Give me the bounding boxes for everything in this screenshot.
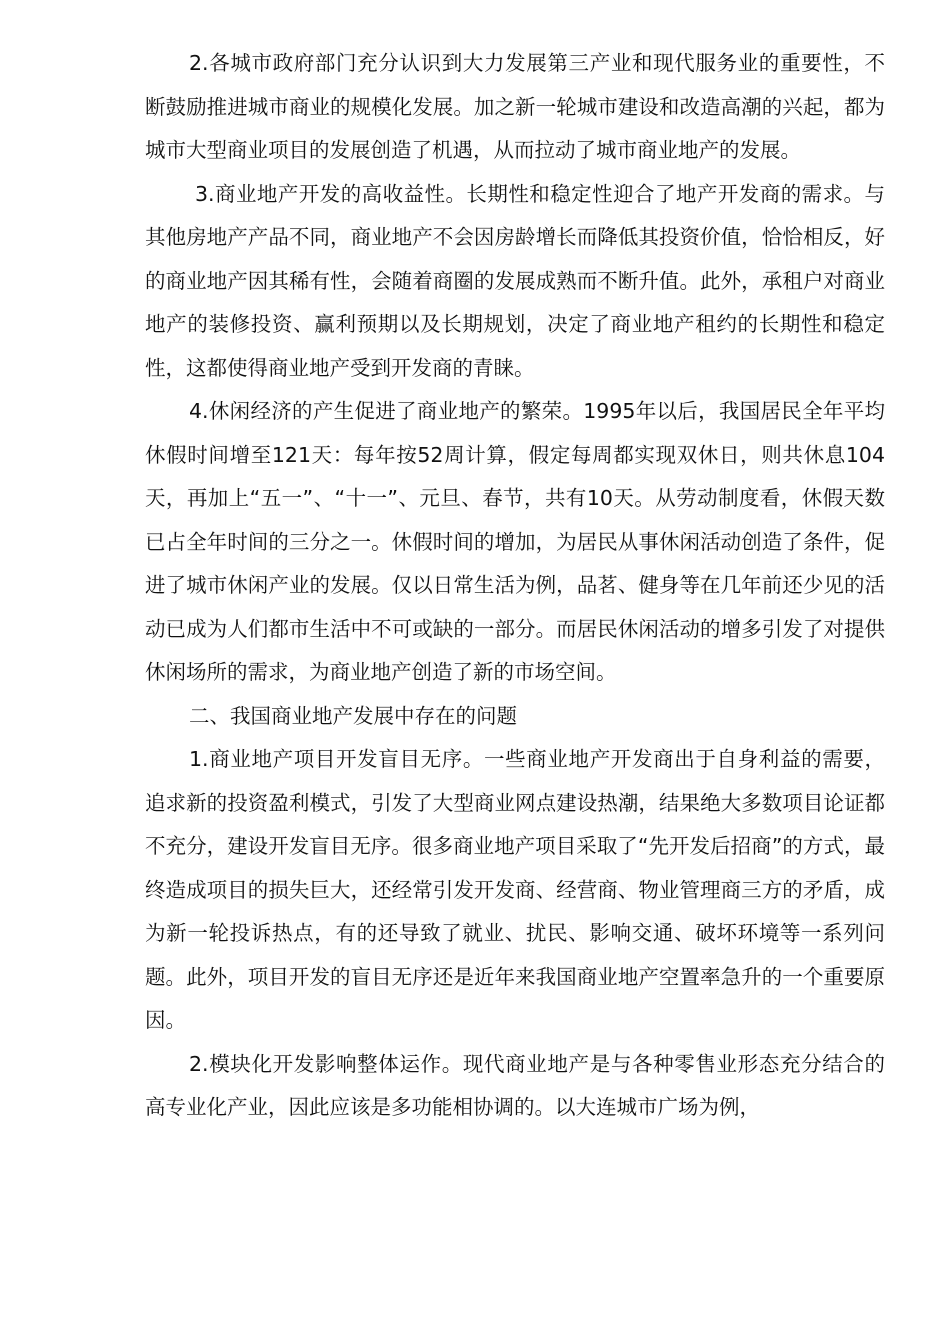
document-body [145, 42, 885, 1130]
paragraph-leisure-economy: 4.休闲经济的产生促进了商业地产的繁荣。1995年以后，我国居民全年平均休假时间增至121天：每年按52周计算，假定每周都实现双休日，则共休息104天，再加上“五一”、“十一”、元旦、春节，共有10天。从劳动制度看，休假天数已占全年时间的三分之一。休假时间的增加，为居民从事休闲活动创造了条件，促进了城市休闲产业的发展。仅以日常生活为例，品茗、健身等在几年前还少见的活动已成为人们都市生活中不可或缺的一部分。而居民休闲活动的增多引发了对提供休闲场所的需求，为商业地产创造了新的市场空间。 [145, 399, 885, 684]
paragraph-blind-development: 1.商业地产项目开发盲目无序。一些商业地产开发商出于自身利益的需要，追求新的投资盈利模式，引发了大型商业网点建设热潮，结果绝大多数项目论证都不充分，建设开发盲目无序。很多商业地产项目采取了“先开发后招商”的方式，最终造成项目的损失巨大，还经常引发开发商、经营商、物业管理商三方的矛盾，成为新一轮投诉热点，有的还导致了就业、扰民、影响交通、破坏环境等一系列问题。此外，项目开发的盲目无序还是近年来我国商业地产空置率急升的一个重要原因。 [145, 747, 885, 1032]
paragraph-government-support: 2.各城市政府部门充分认识到大力发展第三产业和现代服务业的重要性，不断鼓励推进城市商业的规模化发展。加之新一轮城市建设和改造高潮的兴起，都为城市大型商业项目的发展创造了机遇，从而拉动了城市商业地产的发展。 [145, 51, 885, 162]
section-heading-problems: 二、我国商业地产发展中存在的问题 [189, 703, 517, 728]
paragraph-modular-development: 2.模块化开发影响整体运作。现代商业地产是与各种零售业形态充分结合的高专业化产业，因此应该是多功能相协调的。以大连城市广场为例， [145, 1051, 885, 1119]
paragraph-high-return: 3.商业地产开发的高收益性。长期性和稳定性迎合了地产开发商的需求。与其他房地产产品不同，商业地产不会因房龄增长而降低其投资价值，恰恰相反，好的商业地产因其稀有性，会随着商圈的发展成熟而不断升值。此外，承租户对商业地产的装修投资、赢利预期以及长期规划，决定了商业地产租约的长期性和稳定性，这都使得商业地产受到开发商的青睐。 [145, 181, 885, 380]
